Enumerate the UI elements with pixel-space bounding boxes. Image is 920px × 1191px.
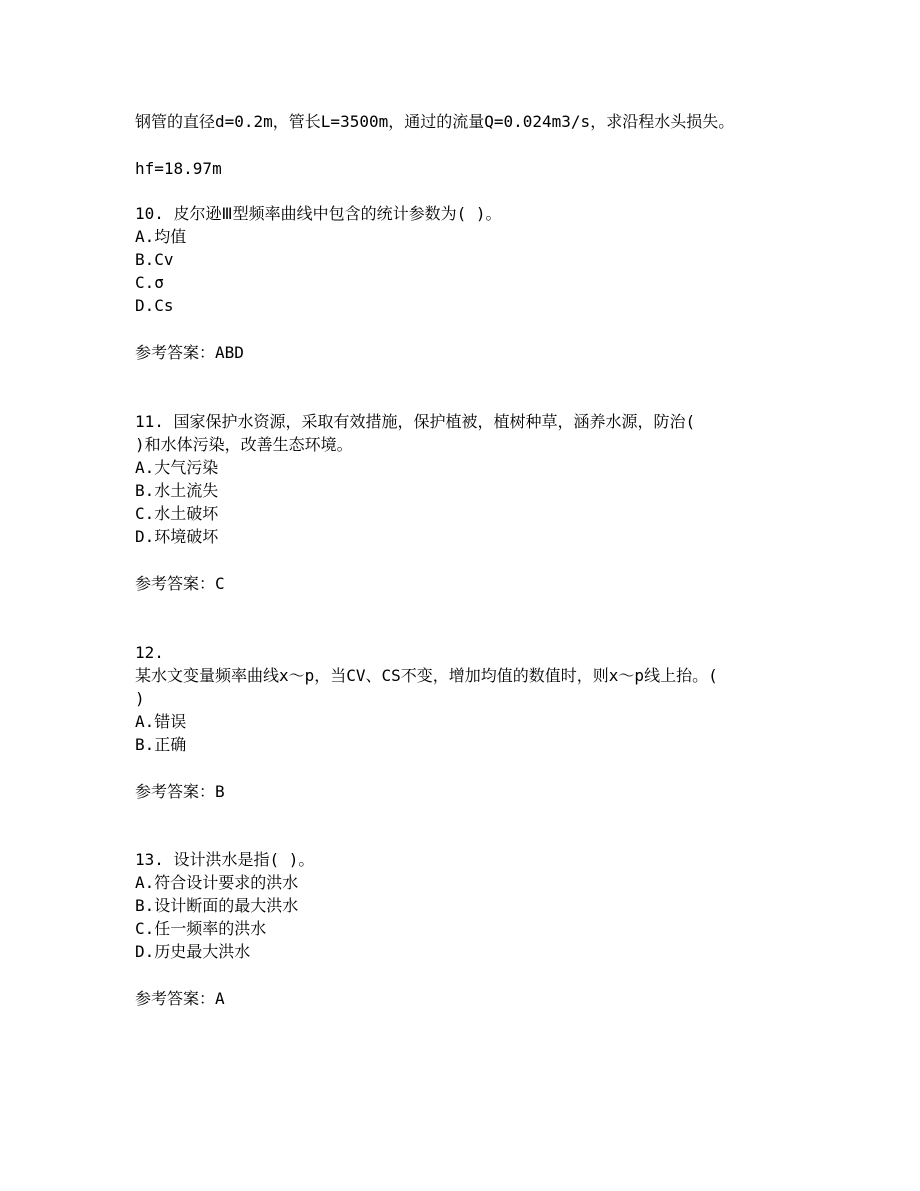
question-13-option-a: A.符合设计要求的洪水	[135, 873, 299, 892]
question-12-stem-line2: )	[135, 689, 145, 708]
question-10-option-a: A.均值	[135, 227, 187, 246]
question-11-option-b: B.水土流失	[135, 481, 219, 500]
question-10-stem: 10. 皮尔逊Ⅲ型频率曲线中包含的统计参数为( )。	[135, 204, 502, 223]
intro-answer: hf=18.97m	[135, 159, 222, 178]
question-13-answer: 参考答案：A	[135, 989, 225, 1008]
question-13-stem: 13. 设计洪水是指( )。	[135, 850, 315, 869]
question-12-number: 12.	[135, 643, 164, 662]
intro-question: 钢管的直径d=0.2m，管长L=3500m，通过的流量Q=0.024m3/s，求沿程水头损失。	[135, 112, 735, 131]
question-11-option-a: A.大气污染	[135, 458, 219, 477]
question-10-option-c: C.σ	[135, 273, 164, 292]
question-11-stem-line1: 11. 国家保护水资源，采取有效措施，保护植被，植树种草，涵养水源，防治(	[135, 412, 696, 431]
question-13-option-d: D.历史最大洪水	[135, 942, 251, 961]
question-13-option-b: B.设计断面的最大洪水	[135, 896, 299, 915]
question-13-option-c: C.任一频率的洪水	[135, 919, 267, 938]
question-10-option-b: B.Cv	[135, 250, 174, 269]
question-12-stem-line1: 某水文变量频率曲线x～p，当CV、CS不变，增加均值的数值时，则x～p线上抬。(	[135, 666, 718, 685]
question-10-option-d: D.Cs	[135, 296, 174, 315]
question-11-option-c: C.水土破坏	[135, 504, 219, 523]
question-11-stem-line2: )和水体污染，改善生态环境。	[135, 435, 353, 454]
question-12-option-a: A.错误	[135, 712, 187, 731]
question-11-answer: 参考答案：C	[135, 574, 225, 593]
question-12-answer: 参考答案：B	[135, 782, 225, 801]
question-11-option-d: D.环境破坏	[135, 527, 219, 546]
question-10-answer: 参考答案：ABD	[135, 343, 244, 362]
question-12-option-b: B.正确	[135, 735, 187, 754]
